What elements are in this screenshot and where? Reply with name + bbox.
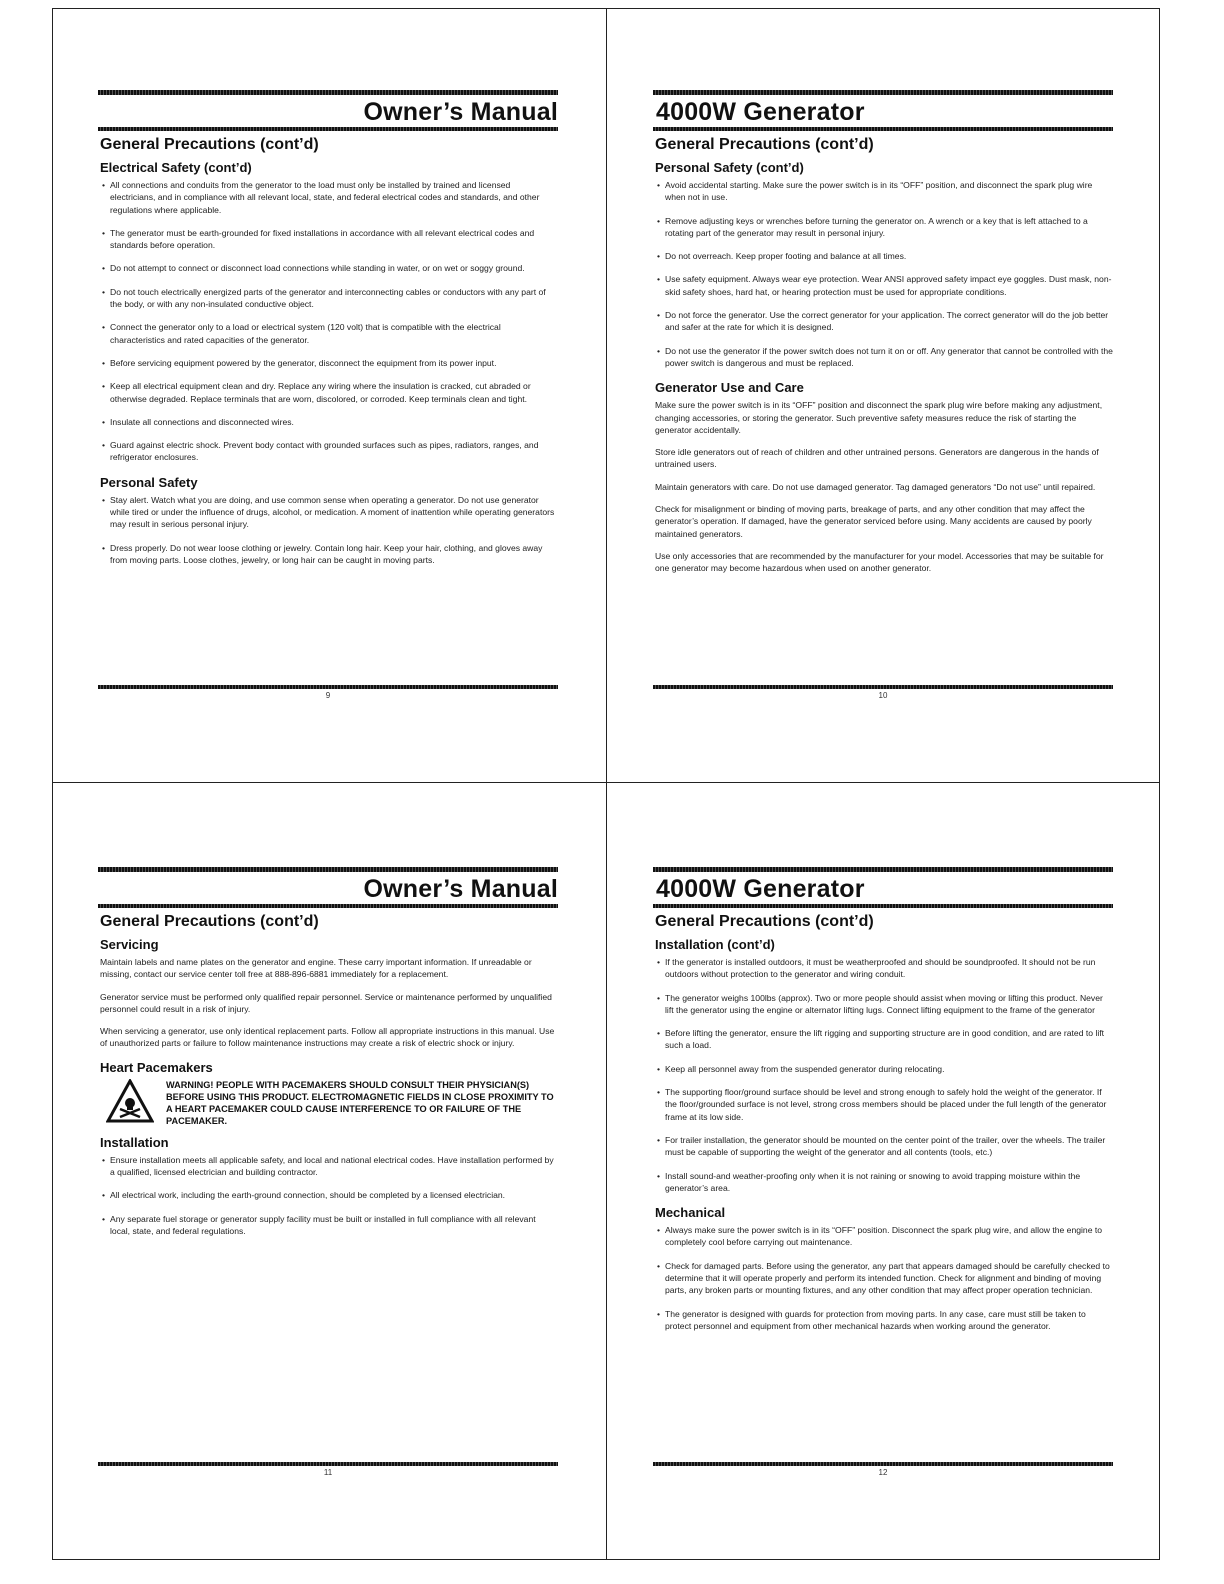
footer-rule [98,1462,558,1466]
page-11 [98,867,558,1477]
pacemaker-warning [106,1079,558,1127]
bullet-list [98,179,558,464]
list-item: • Avoid accidental starting. Make sure the power switch is in its “OFF” position, and disconnect the spark plug wire when not in use. [653,179,1113,204]
paragraph: Maintain generators with care. Do not use damaged generator. Tag damaged generators “Do not use” until repaired. [655,481,1096,492]
list-item: • Dress properly. Do not wear loose clothing or jewelry. Contain long hair. Keep your hair, clothing, and gloves away from moving parts. Loose clothes, jewelry, or long hair can be caught in moving parts. [98,542,558,567]
footer-rule [98,685,558,689]
subsection-title: Generator Use and Care [655,380,804,396]
section-title: General Precautions (cont’d) [100,913,319,930]
paragraph: When servicing a generator, use only identical replacement parts. Follow all appropriate instructions in this manual. Use of unauthorized parts or failure to follow maintenance instructions may create a risk of electric shock or injury. [100,1026,555,1049]
header-rule [98,90,558,95]
list-item: • Use safety equipment. Always wear eye protection. Wear ANSI approved safety impact eye goggles. Dust mask, non-skid safety shoes, hard hat, or hearing protection must be used for appropriate conditions. [653,273,1113,298]
page-divider-vertical [606,8,607,1560]
list-item: • Install sound-and weather-proofing only when it is not raining or snowing to avoid trapping moisture within the generator’s area. [653,1170,1113,1195]
list-item: • Ensure installation meets all applicable safety, and local and national electrical codes. Have installation performed by a qualified, licensed electrician and building contractor. [98,1154,558,1179]
bullet-list [98,494,558,566]
footer-rule [653,685,1113,689]
paragraph: Make sure the power switch is in its “OFF” position and disconnect the spark plug wire before making any adjustment, changing accessories, or storing the generator. Such preventive safety measures reduce the risk of starting the generator accidentally. [655,400,1103,435]
list-item: • The generator is designed with guards for protection from moving parts. In any case, care must still be taken to protect personnel and equipment from other mechanical hazards when working around the generator. [653,1308,1113,1333]
bullet-list [98,1154,558,1237]
section-title: General Precautions (cont’d) [100,136,319,153]
list-item: • Guard against electric shock. Prevent body contact with grounded surfaces such as pipes, radiators, ranges, and refrigerator enclosures. [98,439,558,464]
list-item: • Check for damaged parts. Before using the generator, any part that appears damaged should be carefully checked to determine that it will operate properly and perform its intended function. Check for alignment and binding of moving parts, any broken parts or mounting fixtures, and any other condition that may affect proper operation technician. [653,1260,1113,1297]
bullet-list [653,956,1113,1194]
list-item: • Insulate all connections and disconnected wires. [98,416,558,428]
subsection-title: Personal Safety [100,474,198,490]
subsection-title: Personal Safety (cont’d) [655,160,804,175]
page-9 [98,90,558,700]
page-footer [98,685,558,700]
page-number: 9 [325,691,331,700]
bullet-list [653,179,1113,369]
page-header-title: 4000W Generator [656,875,865,903]
list-item: • Any separate fuel storage or generator supply facility must be built or installed in full compliance with all relevant local, state, and federal regulations. [98,1213,558,1238]
list-item: • Remove adjusting keys or wrenches before turning the generator on. A wrench or a key that is left attached to a rotating part of the generator may result in personal injury. [653,215,1113,240]
page-header-title: 4000W Generator [656,98,865,126]
list-item: • The generator must be earth-grounded for fixed installations in accordance with all relevant electrical codes and standards before operation. [98,227,558,252]
page-10 [653,90,1113,700]
list-item: • Before lifting the generator, ensure the lift rigging and supporting structure are in good condition, and are rated to lift such a load. [653,1027,1113,1052]
subsection-title: Heart Pacemakers [100,1059,213,1075]
list-item: • For trailer installation, the generator should be mounted on the center point of the trailer, over the wheels. The trailer must be capable of supporting the weight of the generator and all contents (tools, etc.) [653,1134,1113,1159]
page-footer [98,1462,558,1477]
header-rule [98,867,558,872]
list-item: • Do not use the generator if the power switch does not turn it on or off. Any generator that cannot be controlled with the power switch is dangerous and must be replaced. [653,345,1113,370]
list-item: • Do not touch electrically energized parts of the generator and interconnecting cables or conductors with any part of the body, or with any non-insulated conductive object. [98,286,558,311]
subsection-title: Electrical Safety (cont’d) [100,160,252,175]
page-number: 12 [878,1468,888,1477]
list-item: • Do not force the generator. Use the correct generator for your application. The correct generator will do the job better and safer at the rate for which it is designed. [653,309,1113,334]
hazard-triangle-icon [106,1079,154,1123]
subsection-title: Installation [100,1134,169,1150]
list-item: • Always make sure the power switch is in its “OFF” position. Disconnect the spark plug wire, and allow the engine to completely cool before carrying out maintenance. [653,1224,1113,1249]
list-item: • Do not overreach. Keep proper footing and balance at all times. [653,250,1113,262]
header-underline [653,127,1113,131]
bullet-list [653,1224,1113,1332]
paragraph: Maintain labels and name plates on the generator and engine. These carry important information. If unreadable or missing, contact our service center toll free at 888-896-6881 immediately for a replacement. [100,957,532,980]
paragraph: Store idle generators out of reach of children and other untrained persons. Generators are dangerous in the hands of untrained users. [655,447,1099,470]
header-underline [98,904,558,908]
page-header-title: Owner’s Manual [363,98,558,126]
page-number: 11 [323,1468,333,1477]
list-item: • Connect the generator only to a load or electrical system (120 volt) that is compatible with the electrical characteristics and rated capacities of the generator. [98,321,558,346]
warning-text: WARNING! PEOPLE WITH PACEMAKERS SHOULD CONSULT THEIR PHYSICIAN(S) BEFORE USING THIS PRODUCT. ELECTROMAGNETIC FIELDS IN CLOSE PROXIMITY TO A HEART PACEMAKER COULD CAUSE INTERFERENCE TO OR FAILURE OF THE PACEMAKER. [166,1079,554,1126]
list-item: • The generator weighs 100lbs (approx). Two or more people should assist when moving or lifting this product. Never lift the generator using the engine or alternator lifting lugs. Connect lifting equipment to the frame of the generator [653,992,1113,1017]
header-rule [653,867,1113,872]
header-underline [653,904,1113,908]
subsection-title: Installation (cont’d) [655,937,775,952]
subsection-title: Mechanical [655,1205,726,1221]
list-item: • Before servicing equipment powered by the generator, disconnect the equipment from its power input. [98,357,558,369]
list-item: • Keep all electrical equipment clean and dry. Replace any wiring where the insulation is cracked, cut abraded or otherwise degraded. Replace terminals that are worn, discolored, or corroded. Keep terminals clean and tight. [98,380,558,405]
list-item: • All connections and conduits from the generator to the load must only be installed by trained and licensed electricians, and in compliance with all relevant local, state, and federal electrical codes and standards, and other regulations where applicable. [98,179,558,216]
list-item: • Do not attempt to connect or disconnect load connections while standing in water, or on wet or soggy ground. [98,262,558,274]
header-rule [653,90,1113,95]
subsection-title: Servicing [100,937,159,952]
page-footer [653,1462,1113,1477]
header-underline [98,127,558,131]
page-footer [653,685,1113,700]
list-item: • If the generator is installed outdoors, it must be weatherproofed and should be soundproofed. It should not be run outdoors without protection to the generator and wiring conduit. [653,956,1113,981]
list-item: • Stay alert. Watch what you are doing, and use common sense when operating a generator. Do not use generator while tired or under the influence of drugs, alcohol, or medication. A moment of inattention while operating generators may result in serious personal injury. [98,494,558,531]
section-title: General Precautions (cont’d) [655,913,874,930]
footer-rule [653,1462,1113,1466]
paragraph: Use only accessories that are recommended by the manufacturer for your model. Accessories that may be suitable for one generator may become hazardous when used on another generator. [655,550,1104,574]
paragraph: Check for misalignment or binding of moving parts, breakage of parts, and any other condition that may affect the generator’s operation. If damaged, have the generator serviced before using. Many accidents are caused by poorly maintained generators. [655,504,1092,539]
page-divider-horizontal [52,782,1160,783]
list-item: • All electrical work, including the earth-ground connection, should be completed by a licensed electrician. [98,1189,558,1201]
section-title: General Precautions (cont’d) [655,136,874,153]
page-header-title: Owner’s Manual [363,875,558,903]
list-item: • The supporting floor/ground surface should be level and strong enough to safely hold the weight of the generator. If the floor/grounded surface is not level, strong cross members should be placed under the full length of the generator frame at its low side. [653,1086,1113,1123]
page-number: 10 [878,691,888,700]
page-12 [653,867,1113,1477]
paragraph: Generator service must be performed only qualified repair personnel. Service or maintenance performed by unqualified personnel could result in a risk of injury. [100,991,552,1014]
list-item: • Keep all personnel away from the suspended generator during relocating. [653,1063,1113,1075]
